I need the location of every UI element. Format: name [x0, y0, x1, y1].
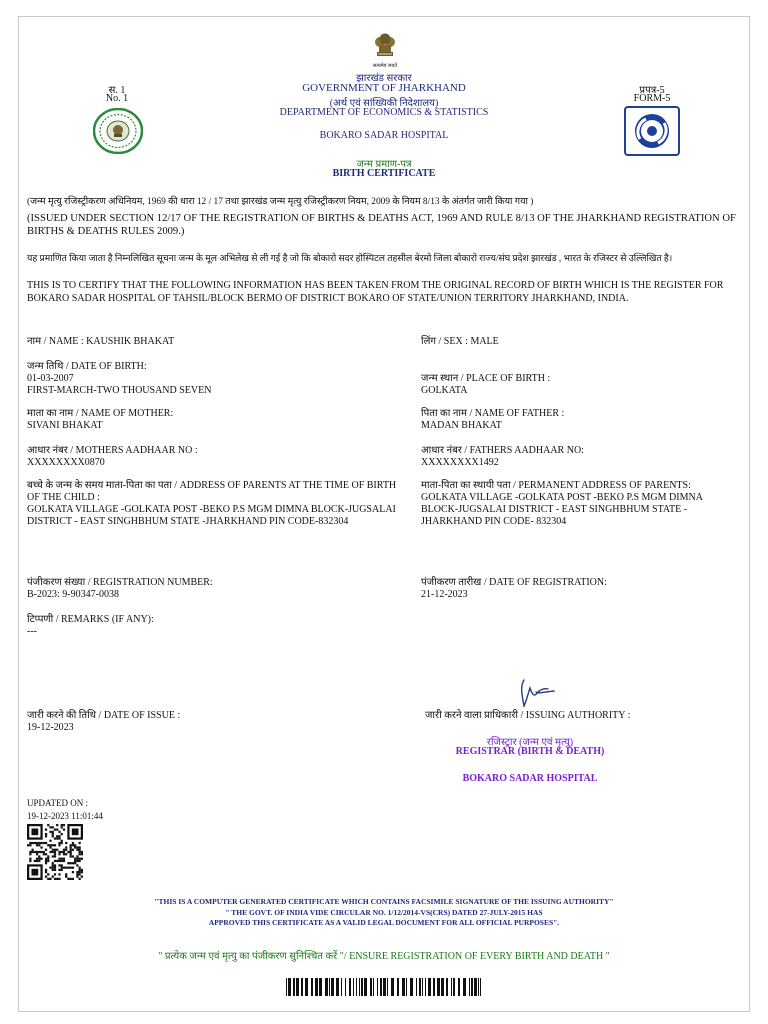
father-aadhaar-value: XXXXXXXX1492 [421, 457, 499, 468]
sex-field: लिंग / SEX : MALE [421, 336, 499, 347]
cert-title-english: BIRTH CERTIFICATE [332, 168, 436, 179]
no-english: No. 1 [105, 93, 129, 104]
barcode-icon [286, 978, 482, 996]
jharkhand-seal-icon [93, 108, 143, 154]
registration-number-value: B-2023: 9-90347-0038 [27, 589, 119, 600]
govt-hindi: झारखंड सरकार [356, 73, 412, 84]
registrar-english: REGISTRAR (BIRTH & DEATH) [455, 746, 605, 757]
qr-code-icon [27, 824, 83, 880]
authority-hospital: BOKARO SADAR HOSPITAL [462, 773, 598, 784]
mother-value: SIVANI BHAKAT [27, 420, 103, 431]
updated-on-value: 19-12-2023 11:01:44 [27, 811, 103, 821]
dob-value: 01-03-2007 [27, 373, 74, 384]
registrar-hindi: रजिस्ट्रार (जन्म एवं मृत्यु) [486, 737, 574, 748]
father-value: MADAN BHAKAT [421, 420, 502, 431]
crs-logo-icon [624, 106, 680, 156]
footer-line-2: " THE GOVT. OF INDIA VIDE CIRCULAR NO. 1/12/2014-VS(CRS) DATED 27-JULY-2015 HAS [225, 908, 543, 917]
emblem-caption: सत्यमेव जयते [372, 64, 398, 69]
dob-words: FIRST-MARCH-TWO THOUSAND SEVEN [27, 385, 212, 396]
signature-image [514, 676, 560, 710]
footer-line-3: APPROVED THIS CERTIFICATE AS A VALID LEGAL DOCUMENT FOR ALL OFFICIAL PURPOSES". [208, 918, 560, 927]
govt-english: GOVERNMENT OF JHARKHAND [302, 82, 466, 94]
certify-english: THIS IS TO CERTIFY THAT THE FOLLOWING INFORMATION HAS BEEN TAKEN FROM THE ORIGINAL RECORD OF BIRTH WHICH IS THE REGISTER FOR BOKARO SADAR HOSPITAL OF TAHSIL/BLOCK BERMO OF DISTRICT BOKARO OF STATE/UNION TERRITORY JHARKHAND, INDIA. [27, 280, 724, 304]
form-hindi: प्रपत्र-5 [639, 85, 665, 96]
issue-date-value: 19-12-2023 [27, 722, 74, 733]
issued-under-english: (ISSUED UNDER SECTION 12/17 OF THE REGISTRATION OF BIRTHS & DEATHS ACT, 1969 AND RULE 8/13 OF THE JHARKHAND REGISTRATION OF BIRTHS & DEATHS RULES 2009.) [27, 213, 736, 237]
pob-label: जन्म स्थान / PLACE OF BIRTH : [421, 373, 551, 384]
issued-under-hindi: (जन्म मृत्यु रजिस्ट्रीकरण अधिनियम, 1969 की धारा 12 / 17 तथा झारखंड जन्म मृत्यु रजिस्ट्रीकरण नियम, 2009 के नियम 8/13 के अंतर्गत जारी किया गया ) [27, 197, 534, 207]
mother-aadhaar-label: आधार नंबर / MOTHERS AADHAAR NO : [27, 445, 198, 456]
permanent-address-value: GOLKATA VILLAGE -GOLKATA POST -BEKO P.S MGM DIMNA BLOCK-JUGSALAI DISTRICT - EAST SINGHBHUM STATE - JHARKHAND PIN CODE- 832304 [421, 492, 703, 527]
registration-date-value: 21-12-2023 [421, 589, 468, 600]
issuing-authority-label: जारी करने वाला प्राधिकारी / ISSUING AUTHORITY : [425, 710, 631, 721]
permanent-address-label: माता-पिता का स्थायी पता / PERMANENT ADDRESS OF PARENTS: [421, 480, 691, 491]
cert-title-hindi: जन्म प्रमाण-पत्र [356, 159, 412, 170]
updated-on-label: UPDATED ON : [27, 798, 89, 808]
address-at-birth-label: बच्चे के जन्म के समय माता-पिता का पता / ADDRESS OF PARENTS AT THE TIME OF BIRTH OF THE CHILD : [27, 480, 397, 503]
form-english: FORM-5 [633, 93, 671, 104]
ensure-registration-line: " प्रत्येक जन्म एवं मृत्यु का पंजीकरण सुनिश्चित करें "/ ENSURE REGISTRATION OF EVERY BIRTH AND DEATH " [158, 951, 610, 962]
address-at-birth-value: GOLKATA VILLAGE -GOLKATA POST -BEKO P.S MGM DIMNA BLOCK-JUGSALAI DISTRICT - EAST SINGHBHUM STATE -JHARKHAND PIN CODE-832304 [27, 504, 396, 527]
registration-number-label: पंजीकरण संख्या / REGISTRATION NUMBER: [27, 577, 213, 588]
issue-date-label: जारी करने की तिथि / DATE OF ISSUE : [27, 710, 181, 721]
father-aadhaar-label: आधार नंबर / FATHERS AADHAAR NO: [421, 445, 584, 456]
dept-english: DEPARTMENT OF ECONOMICS & STATISTICS [279, 107, 489, 118]
hospital-heading: BOKARO SADAR HOSPITAL [319, 130, 449, 141]
remarks-label: टिप्पणी / REMARKS (IF ANY): [27, 614, 154, 625]
mother-aadhaar-value: XXXXXXXX0870 [27, 457, 105, 468]
dob-label: जन्म तिथि / DATE OF BIRTH: [27, 361, 147, 372]
footer-line-1: "THIS IS A COMPUTER GENERATED CERTIFICATE WHICH CONTAINS FACSIMILE SIGNATURE OF THE ISSUING AUTHORITY" [154, 897, 614, 906]
certify-hindi: यह प्रमाणित किया जाता है निम्नलिखित सूचना जन्म के मूल अभिलेख से ली गई है जो कि बोकारो सदर होस्पिटल तहसील बेरमो जिला बोकारो राज्य/संघ प्रदेश झारखंड , भारत के रजिस्टर से उल्लिखित है। [27, 253, 673, 263]
dept-hindi: (अर्थ एवं सांख्यिकी निदेशालय) [329, 98, 439, 109]
name-field: नाम / NAME : KAUSHIK BHAKAT [27, 336, 175, 347]
no-hindi: स. 1 [108, 85, 126, 96]
remarks-value: --- [27, 626, 37, 637]
mother-label: माता का नाम / NAME OF MOTHER: [27, 408, 174, 419]
registration-date-label: पंजीकरण तारीख / DATE OF REGISTRATION: [421, 577, 607, 588]
national-emblem-icon [368, 30, 402, 64]
pob-value: GOLKATA [421, 385, 468, 396]
father-label: पिता का नाम / NAME OF FATHER : [421, 408, 565, 419]
